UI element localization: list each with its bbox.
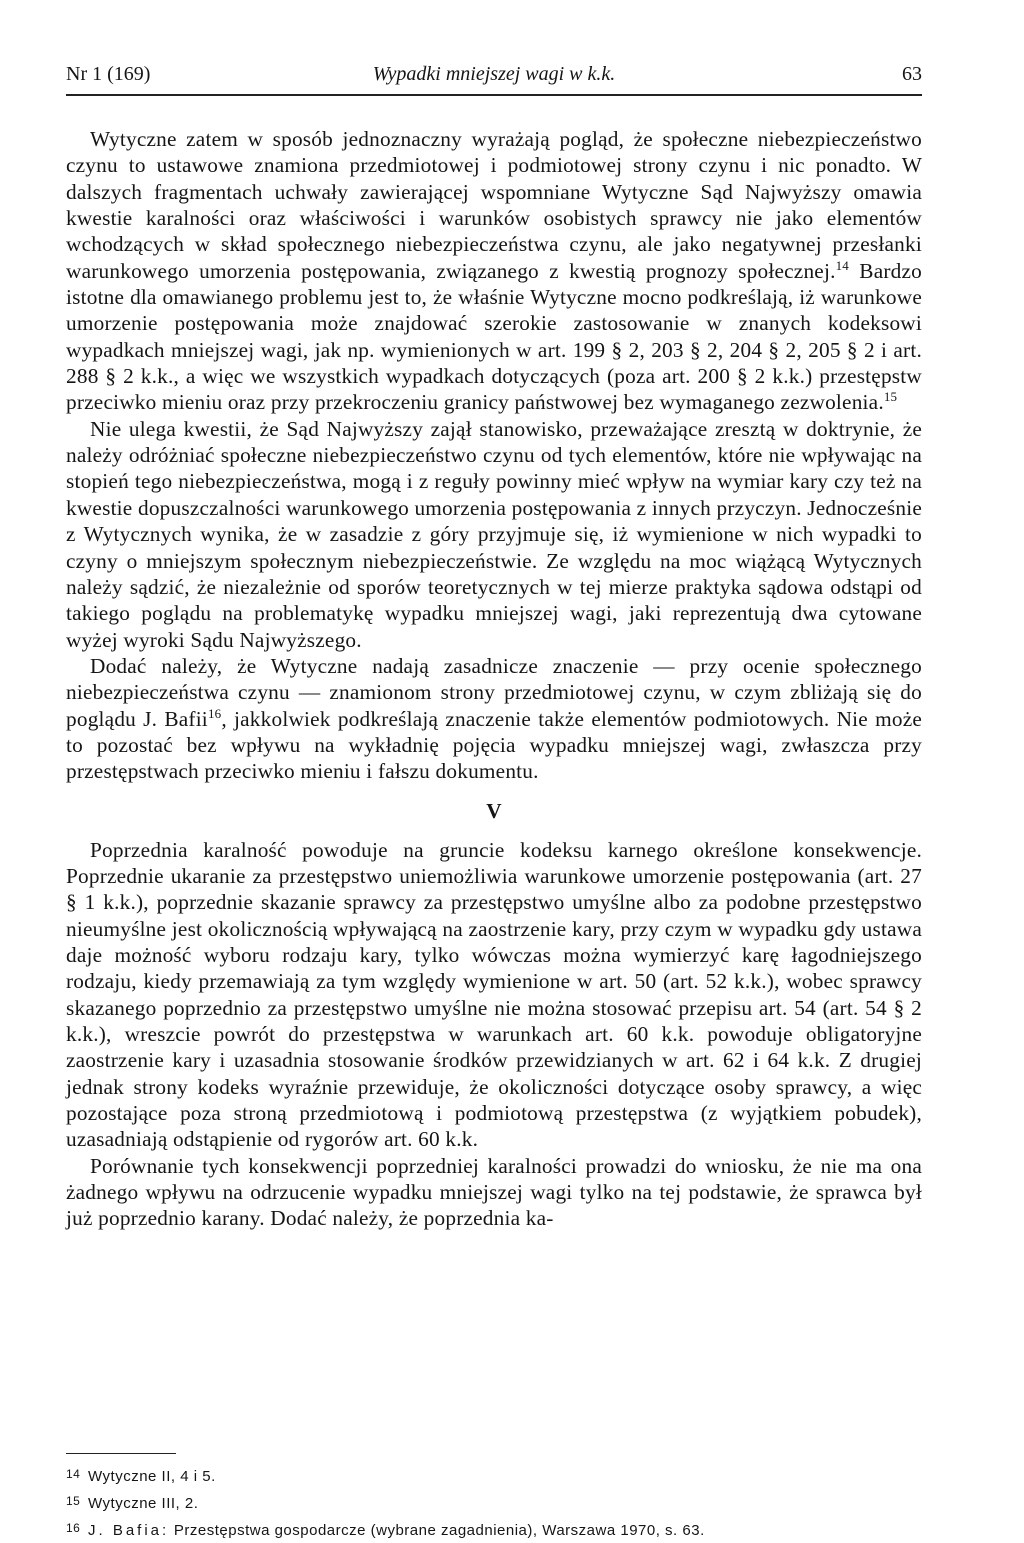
running-header	[66, 60, 922, 88]
footnote-ref: 14	[835, 257, 849, 273]
paragraph: Nie ulega kwestii, że Sąd Najwyższy zajął stanowisko, przeważające zresztą w doktrynie, że należy odróżniać społeczne niebezpieczeństwo czynu od tych elementów, które nie wpływając na stopień tego niebezpieczeństwa, mogą i z reguły powinny mieć wpływ na wymiar kary czy też na kwestie dopuszczalności warunkowego umorzenia postępowania z innych przyczyn. Jednocześnie z Wytycznych wynika, że w zasadzie z góry przyjmuje się, iż wymienione w nich wypadki to czyny o mniejszym społecznym niebezpieczeństwie. Ze względu na moc wiążącą Wytycznych należy sądzić, że niezależnie od sporów teoretycznych w tej mierze praktyka sądowa odstąpi od takiego poglądu na problematykę wypadku mniejszej wagi, jaki reprezentują dwa cytowane wyżej wyroki Sądu Najwyższego.	[66, 416, 922, 652]
footnote-rule	[66, 1453, 176, 1454]
running-title: Wypadki mniejszej wagi w k.k.	[372, 63, 616, 85]
page-number: 63	[902, 63, 922, 85]
footnotes	[66, 1462, 922, 1543]
paragraph: Porównanie tych konsekwencji poprzedniej karalności prowadzi do wniosku, że nie ma ona żadnego wpływu na odrzucenie wypadku mniejszej wagi tylko na tej podstawie, że sprawca był już poprzednio karany. Dodać należy, że poprzednia ka-	[66, 1153, 922, 1231]
main-text	[66, 126, 922, 1232]
paragraph: Wytyczne zatem w sposób jednoznaczny wyrażają pogląd, że społeczne niebezpieczeństwo czynu to ustawowe znamiona przedmiotowej i podmiotowej strony czynu i nic ponadto. W dalszych fragmentach uchwały zawierającej wspomniane Wytyczne Sąd Najwyższy omawia kwestie karalności oraz właściwości i warunków osobistych sprawcy nie jako elementów wchodzących w skład społecznego niebezpieczeństwa czynu, ale jako negatywnej przesłanki warunkowego umorzenia postępowania, związanego z kwestią prognozy społecznej.$^{14}$ Bardzo istotne dla omawianego problemu jest to, że właśnie Wytyczne mocno podkreślają, iż warunkowe umorzenie postępowania może znajdować szerokie zastosowanie w znanych kodeksowi wypadkach mniejszej wagi, jak np. wymienionych w art. 199 § 2, 203 § 2, 204 § 2, 205 § 2 i art. 288 § 2 k.k., a więc we wszystkich wypadkach dotyczących (poza art. 200 § 2 k.k.) przestępstw przeciwko mieniu oraz przy przekroczeniu granicy państwowej bez wymaganego zezwolenia.$^{15}$	[66, 127, 922, 415]
footnote: 14 Wytyczne II, 4 i 5.	[66, 1467, 216, 1485]
footnote-author: J. Bafia:	[88, 1522, 170, 1539]
section-heading: V	[486, 798, 502, 823]
paragraph: Poprzednia karalność powoduje na gruncie kodeksu karnego określone konsekwencje. Poprzednie ukaranie za przestępstwo uniemożliwia warunkowe umorzenie postępowania (art. 27 § 1 k.k.), poprzednie skazanie sprawcy za przestępstwo umyślne albo za podobne przestępstwo nieumyślne jest okolicznością wpływającą na zaostrzenie kary, przy czym w wypadku gdy ustawa daje możność wyboru rodzaju kary, tylko wówczas można wymierzyć karę łagodniejszego rodzaju, kiedy przemawiają za tym względy wymienione w art. 50 (art. 52 k.k.), wobec sprawcy skazanego poprzednio za przestępstwo umyślne nie można stosować przepisu art. 54 (art. 54 § 2 k.k.), wreszcie powrót do przestępstwa w warunkach art. 60 k.k. powoduje obligatoryjne zaostrzenie kary i uzasadnia stosowanie środków przewidzianych w art. 62 i 64 k.k. Z drugiej jednak strony kodeks wyraźnie przewiduje, że okoliczności dotyczące osoby sprawcy, a więc pozostające poza stroną przedmiotową i podmiotową przestępstwa (z wyjątkiem pobudek), uzasadniają odstąpienie od rygorów art. 60 k.k.	[66, 837, 922, 1152]
footnote-ref: 15	[883, 389, 898, 405]
paragraph: Dodać należy, że Wytyczne nadają zasadnicze znaczenie — przy ocenie społecznego niebezpieczeństwa czynu — znamionom strony przedmiotowej czynu, w czym zbliżają się do poglądu J. Bafii$^{16}$, jakkolwiek podkreślają znaczenie także elementów podmiotowych. Nie może to pozostać bez wpływu na wykładnię pojęcia wypadku mniejszej wagi, zwłaszcza przy przestępstwach przeciwko mieniu i fałszu dokumentu.	[66, 653, 922, 784]
issue-number: Nr 1 (169)	[66, 63, 151, 85]
header-rule	[66, 94, 922, 96]
footnote: 15 Wytyczne III, 2.	[66, 1494, 199, 1512]
footnote-ref: 16	[207, 705, 222, 721]
footnote: 16 J. Bafia: Przestępstwa gospodarcze (wybrane zagadnienia), Warszawa 1970, s. 63.	[66, 1521, 705, 1539]
